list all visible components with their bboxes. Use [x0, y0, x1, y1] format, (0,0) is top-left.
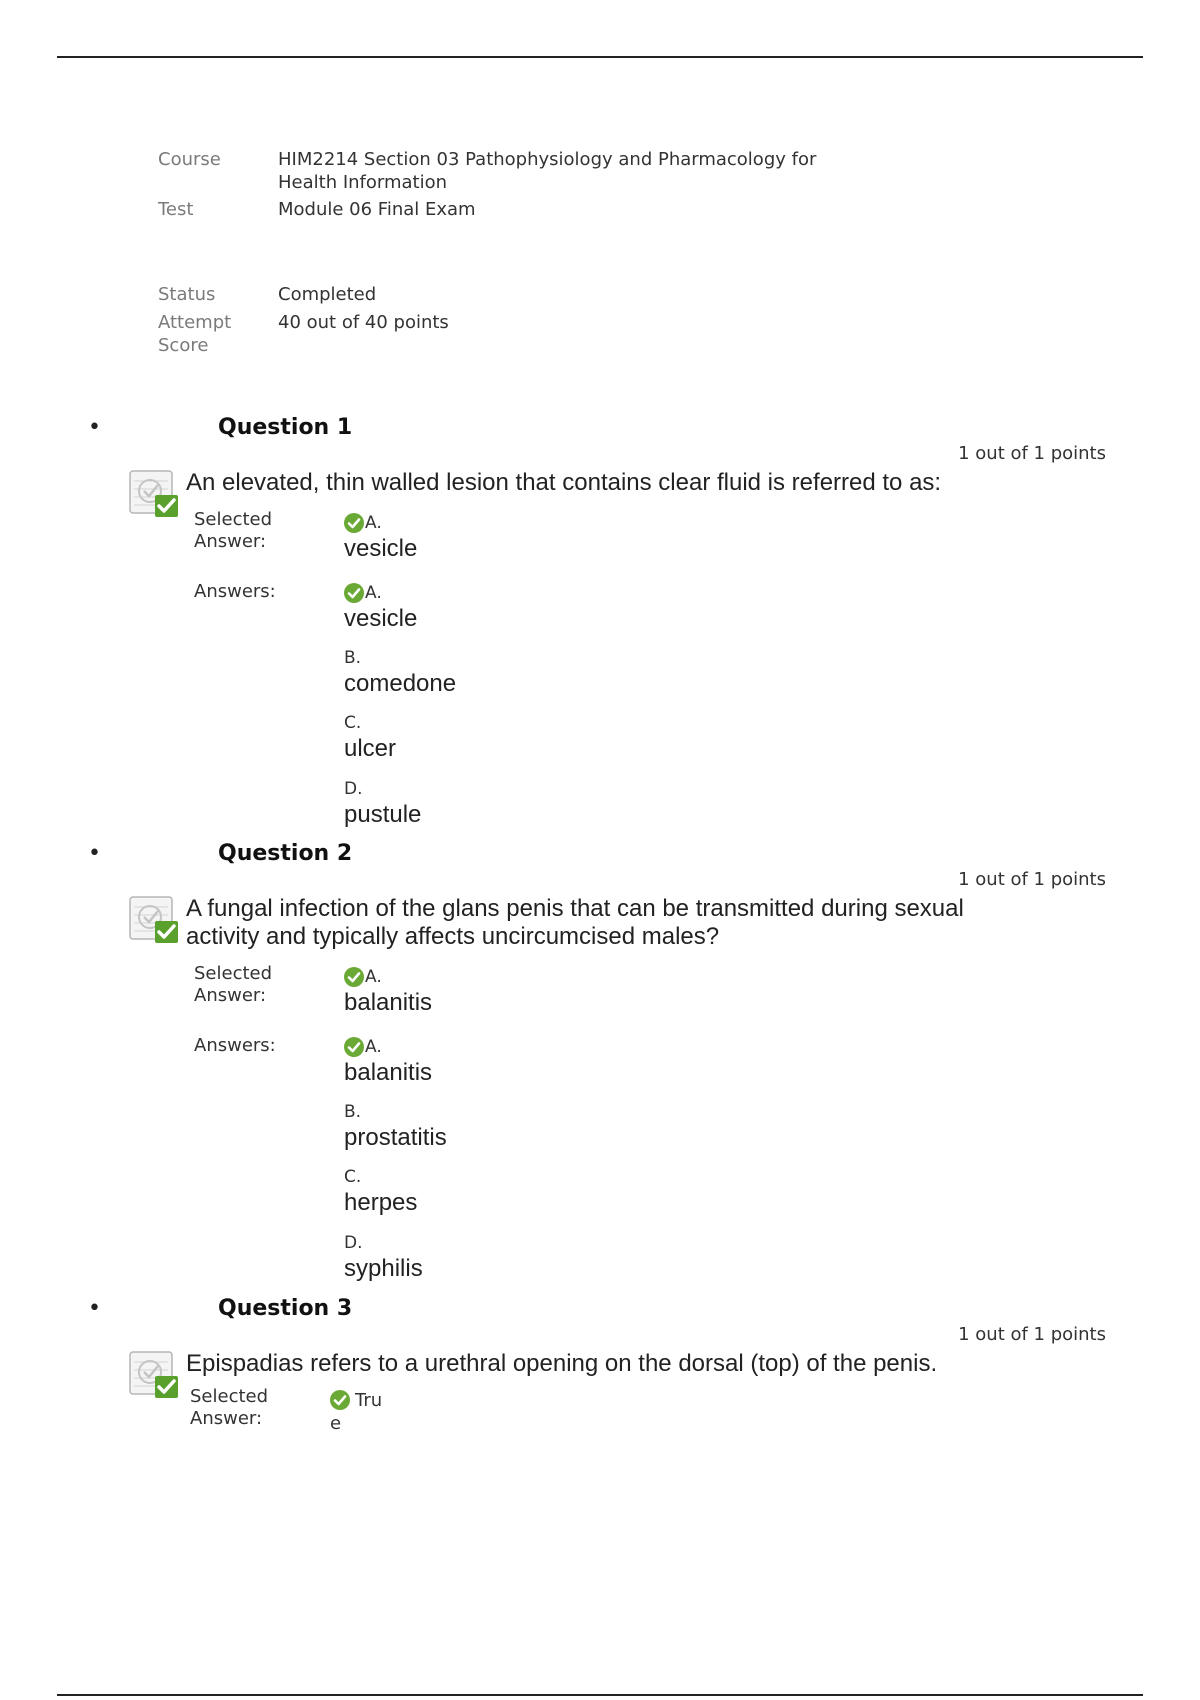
question-points: 1 out of 1 points: [958, 1324, 1106, 1345]
correct-check-icon: [344, 1037, 364, 1057]
answer-option: A. vesicle: [344, 583, 418, 632]
correct-graded-icon: [128, 893, 180, 945]
correct-check-icon: [344, 513, 364, 533]
top-rule: [57, 56, 1143, 58]
selected-answer: A. balanitis: [344, 967, 433, 1016]
bullet: •: [88, 1296, 101, 1321]
answer-option: A. balanitis: [344, 1037, 433, 1086]
question-points: 1 out of 1 points: [958, 869, 1106, 890]
selected-answer: Tru e: [330, 1389, 383, 1434]
question-text: Epispadias refers to a urethral opening on the dorsal (top) of the penis.: [186, 1350, 938, 1377]
course-label: Course: [158, 149, 221, 170]
answers-label: Answers:: [194, 1035, 276, 1056]
selected-answer: A. vesicle: [344, 513, 418, 562]
question-title: Question 1: [218, 415, 353, 440]
answer-option: D. pustule: [344, 779, 422, 828]
correct-check-icon: [344, 583, 364, 603]
bullet: •: [88, 415, 101, 440]
bullet: •: [88, 841, 101, 866]
answer-option: C. herpes: [344, 1167, 418, 1216]
answers-label: Answers:: [194, 581, 276, 602]
question-text: An elevated, thin walled lesion that contains clear fluid is referred to as:: [186, 469, 942, 496]
correct-check-icon: [330, 1390, 350, 1410]
selected-answer-label: Selected Answer:: [190, 1386, 269, 1429]
question-text: A fungal infection of the glans penis that can be transmitted during sexual activity and typically affects uncircumcised males?: [186, 895, 964, 950]
test-value: Module 06 Final Exam: [278, 199, 476, 220]
question-title: Question 3: [218, 1296, 353, 1321]
correct-graded-icon: [128, 467, 180, 519]
status-label: Status: [158, 284, 216, 305]
selected-answer-label: Selected Answer:: [194, 963, 273, 1006]
answer-option: D. syphilis: [344, 1233, 423, 1282]
test-label: Test: [158, 199, 194, 220]
question-points: 1 out of 1 points: [958, 443, 1106, 464]
attempt-score-value: 40 out of 40 points: [278, 312, 449, 333]
answer-option: C. ulcer: [344, 713, 397, 762]
selected-answer-label: Selected Answer:: [194, 509, 273, 552]
status-value: Completed: [278, 284, 377, 305]
correct-graded-icon: [128, 1348, 180, 1400]
attempt-score-label: Attempt Score: [158, 312, 232, 356]
correct-check-icon: [344, 967, 364, 987]
bottom-rule: [57, 1694, 1143, 1696]
question-title: Question 2: [218, 841, 353, 866]
answer-option: B. comedone: [344, 648, 457, 697]
course-value: HIM2214 Section 03 Pathophysiology and Pharmacology for Health Information: [278, 149, 817, 193]
answer-option: B. prostatitis: [344, 1102, 447, 1151]
